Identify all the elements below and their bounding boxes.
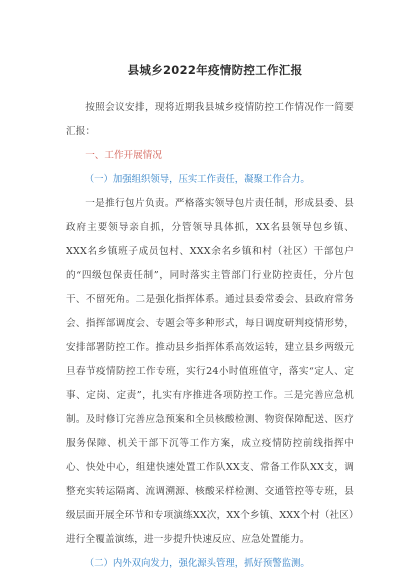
subsection-heading-monitoring: （二）内外双向发力，强化源头管理，抓好预警监测。 (84, 558, 310, 569)
intro-paragraph: 按照会议安排，现将近期我县城乡疫情防控工作情况作一简要汇报： (66, 102, 354, 137)
section-heading-work-status: 一、工作开展情况 (85, 150, 162, 161)
document-title: 县城乡2022年疫情防控工作汇报 (127, 63, 303, 77)
subsection-heading-organization: （一）加强组织领导，压实工作责任，凝聚工作合力。 (84, 174, 310, 185)
subsection-body-organization: 一是推行包片负责。严格落实领导包片责任制，形成县委、县政府主要领导亲自抓，分管领导具体抓，XX名县领导包乡镇、XXX名乡镇班子成员包村、XXX余名乡镇和村（社区）干部包户的“四级包保责任制”，同时落实主管部门行业防控责任，分片包干、不留死角。二是强化指挥体系。通过县委常委会、县政府常务会、指挥部调度会、专题会等多种形式，每日调度研判疫情形势，安排部署防控工作。推动县乡指挥体系高效运转，建立县乡两级元旦春节疫情防控工作专班，实行24小时值班值守，落实“定人、定事、定岗、定责”，扎实有序推进各项防控工作。三是完善应急机制。及时修订完善应急预案和全员核酸检测、物资保障配送、医疗服务保障、机关干部下沉等工作方案，成立疫情防控前线指挥中心、快处中心，组建快速处置工作队XX支、常备工作队XX支，调整充实转运隔离、流调溯源、核酸采样检测、交通管控等专班，县级层面开展全环节和专项演练XX次，XX个乡镇、XXX个村（社区）进行全覆盖演练，进一步提升快速反应、应急处置能力。 (66, 198, 354, 545)
